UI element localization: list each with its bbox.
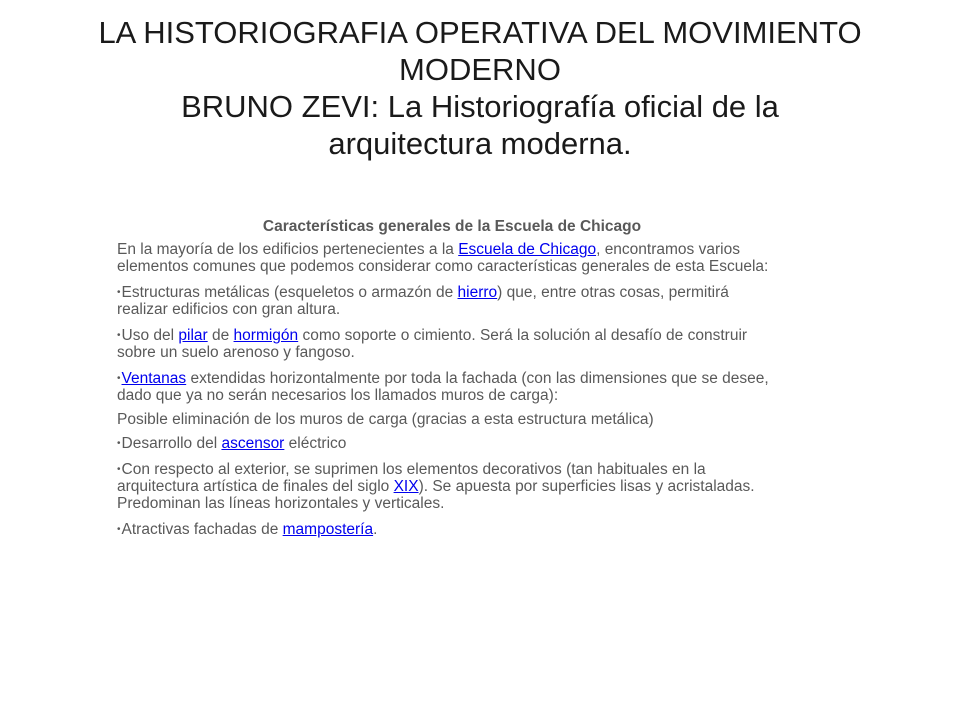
title-line-3: BRUNO ZEVI: La Historiografía oficial de la [181,89,779,124]
link-mamposteria[interactable]: mampostería [282,521,374,538]
link-hormigon[interactable]: hormigón [233,327,299,344]
bullet-text: eléctrico [284,435,347,452]
slide-body [117,218,777,547]
plain-muros-de-carga: Posible eliminación de los muros de carga (gracias a esta estructura metálica) [117,411,654,428]
bullet-icon: • [117,287,121,298]
bullet-icon: • [117,524,121,535]
link-escuela-de-chicago[interactable]: Escuela de Chicago [458,241,597,258]
title-line-1: LA HISTORIOGRAFIA OPERATIVA DEL MOVIMIENTO [98,15,862,50]
section-heading: Características generales de la Escuela de Chicago [262,218,642,235]
bullet-icon: • [117,330,121,341]
bullet-text: de [207,327,234,344]
bullet-ventanas [117,370,777,404]
title-line-2: MODERNO [399,52,561,87]
link-hierro[interactable]: hierro [457,284,498,301]
bullet-text: como soporte o cimiento. Será la solución al desafío de construir sobre un suelo arenoso y fangoso. [117,327,748,361]
bullet-icon: • [117,438,121,449]
bullet-text: Desarrollo del [121,435,222,452]
bullet-pilar [117,327,777,361]
bullet-text: Estructuras metálicas (esqueletos o armazón de [121,284,458,301]
bullet-text: Uso del [121,327,179,344]
intro-paragraph [117,241,777,275]
link-ventanas[interactable]: Ventanas [121,370,187,387]
bullet-text: ). Se apuesta por superficies lisas y acristaladas. Predominan las líneas horizontales y verticales. [117,478,755,512]
bullet-fachadas [117,521,777,538]
bullet-text: ) que, entre otras cosas, permitirá realizar edificios con gran altura. [117,284,729,318]
bullet-text: . [373,521,378,538]
bullet-icon: • [117,464,121,475]
slide-title [60,14,900,162]
link-xix[interactable]: XIX [393,478,419,495]
bullet-estructuras [117,284,777,318]
link-ascensor[interactable]: ascensor [221,435,285,452]
intro-text-after: , encontramos varios elementos comunes que podemos considerar como características generales de esta Escuela: [117,241,769,275]
intro-text-before: En la mayoría de los edificios pertenecientes a la [117,241,459,258]
bullet-text: Con respecto al exterior, se suprimen los elementos decorativos (tan habituales en la arquitectura artística de finales del siglo [117,461,706,495]
title-line-4: arquitectura moderna. [328,126,632,161]
bullet-icon: • [117,373,121,384]
bullet-text: extendidas horizontalmente por toda la fachada (con las dimensiones que se desee, dado que ya no serán necesarios los llamados muros de carga): [117,370,769,404]
bullet-exterior [117,461,777,512]
link-pilar[interactable]: pilar [178,327,208,344]
bullet-text: Atractivas fachadas de [121,521,283,538]
bullet-ascensor [117,435,777,452]
